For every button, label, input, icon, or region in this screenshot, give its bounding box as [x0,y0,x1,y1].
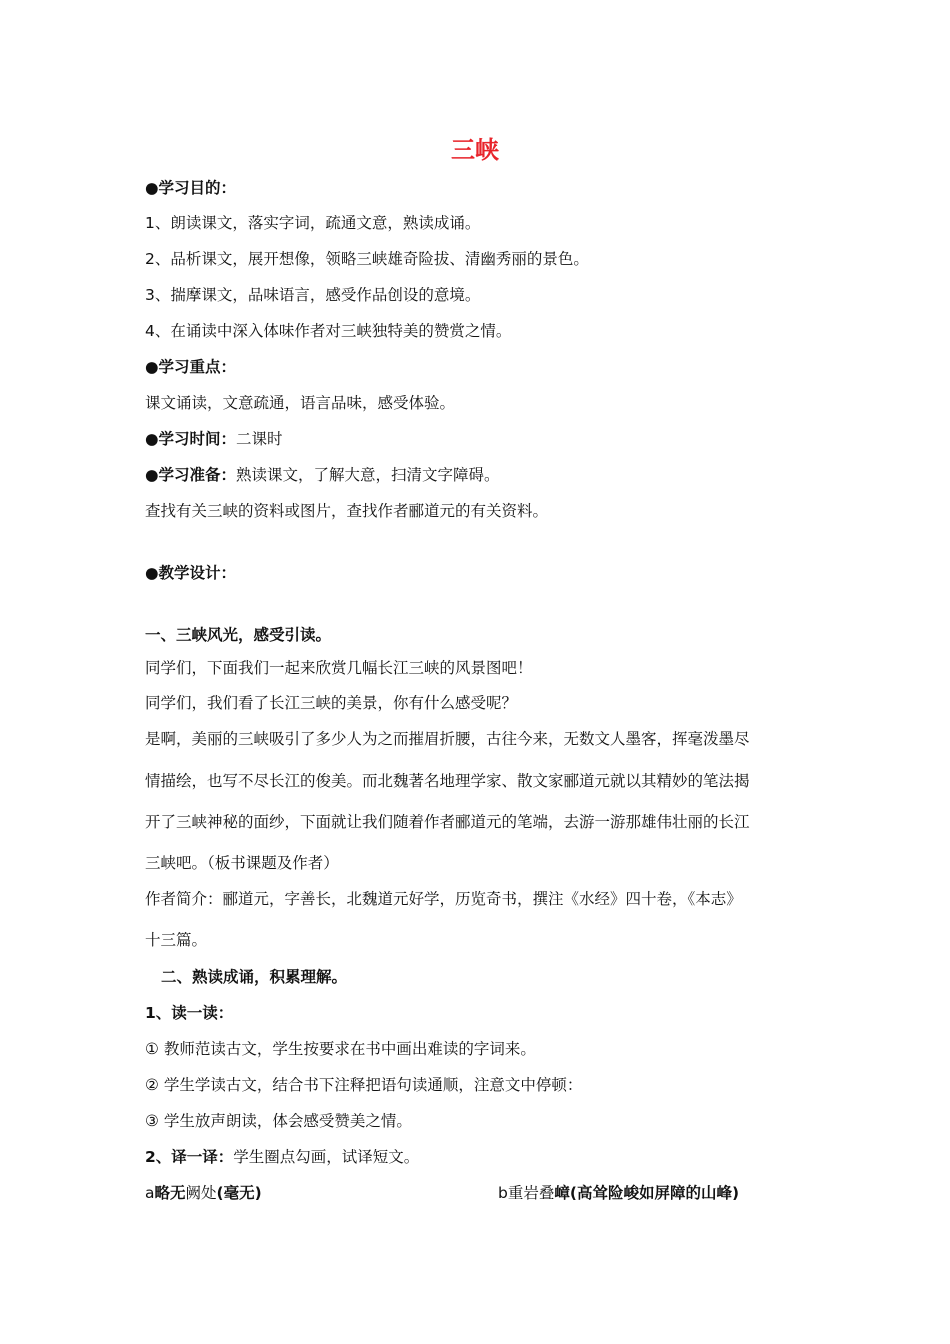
prep-text-2: 查找有关三峡的资料或图片，查找作者郦道元的有关资料。 [145,502,549,520]
design-heading: ●教学设计： [145,564,237,582]
section1-line-7: 作者简介：郦道元，字善长，北魏道元好学，历览奇书，撰注《水经》四十卷，《本志》 [145,890,742,908]
prep-line [145,464,815,486]
read-item-2: ② 学生学读古文，结合书下注释把语句读通顺，注意文中停顿： [145,1076,583,1094]
section1-line-5: 开了三峡神秘的面纱，下面就让我们随着作者郦道元的笔端，去游一游那雄伟壮丽的长江 [145,813,750,831]
vocab-b-plain: 重岩叠 [507,1184,555,1202]
objective-item-3: 3、揣摩课文，品味语言，感受作品创设的意境。 [145,286,481,304]
objectives-heading: ●学习目的： [145,179,237,197]
time-heading: ●学习时间： [145,430,237,448]
time-line [145,428,815,450]
vocab-a-prefix: a [145,1184,155,1202]
vocab-a-gloss: (毫无) [216,1184,262,1202]
vocab-a-bold: 略无 [154,1184,186,1202]
objective-item-4: 4、在诵读中深入体味作者对三峡独特美的赞赏之情。 [145,322,512,340]
objective-item-1: 1、朗读课文，落实字词，疏通文意，熟读成诵。 [145,214,481,232]
section2-heading: 二、熟读成诵，积累理解。 [161,968,348,986]
section1-heading: 一、三峡风光，感受引读。 [145,626,332,644]
vocab-item-b [498,1182,818,1204]
read-heading: 1、读一读： [145,1004,234,1022]
section1-line-2: 同学们，我们看了长江三峡的美景，你有什么感受呢？ [145,694,518,712]
section1-line-6: 三峡吧。（板书课题及作者） [145,854,339,872]
prep-text: 熟读课文，了解大意，扫清文字障碍。 [236,466,500,484]
translate-heading: 2、译一译： [145,1148,234,1166]
translate-line [145,1146,815,1168]
vocab-item-a [145,1182,465,1204]
section1-line-3: 是啊，美丽的三峡吸引了多少人为之而摧眉折腰，古往今来，无数文人墨客，挥毫泼墨尽 [145,730,750,748]
read-item-1: ① 教师范读古文，学生按要求在书中画出难读的字词来。 [145,1040,536,1058]
section1-line-4: 情描绘，也写不尽长江的俊美。而北魏著名地理学家、散文家郦道元就以其精妙的笔法揭 [145,772,750,790]
time-text: 二课时 [236,430,283,448]
vocab-b-gloss: (高耸险峻如屏障的山峰) [569,1184,740,1202]
section1-line-8: 十三篇。 [145,931,208,949]
objective-item-2: 2、品析课文，展开想像，领略三峡雄奇险拔、清幽秀丽的景色。 [145,250,589,268]
focus-heading: ●学习重点： [145,358,237,376]
section1-line-1: 同学们，下面我们一起来欣赏几幅长江三峡的风景图吧！ [145,659,533,677]
focus-text: 课文诵读，文意疏通，语言品味，感受体验。 [145,394,456,412]
prep-heading: ●学习准备： [145,466,237,484]
read-item-3: ③ 学生放声朗读，体会感受赞美之情。 [145,1112,412,1130]
vocab-b-prefix: b [498,1184,508,1202]
translate-text: 学生圈点勾画，试译短文。 [233,1148,420,1166]
page-title: 三峡 [451,136,499,164]
vocab-b-bold: 嶂 [554,1184,570,1202]
vocab-a-plain: 阙处 [185,1184,217,1202]
